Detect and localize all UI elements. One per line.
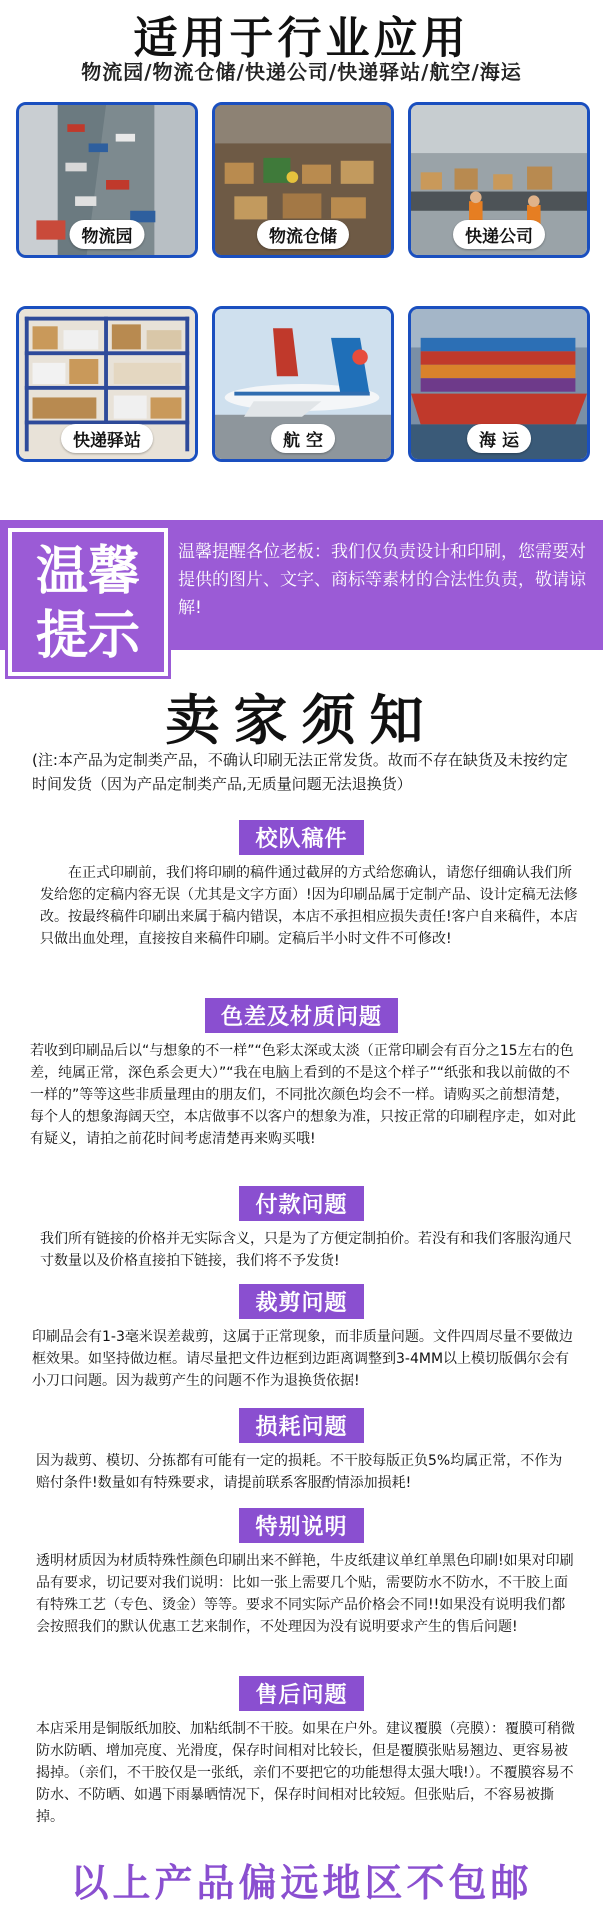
section-heading-wastage — [0, 1408, 603, 1443]
tile-label: 快递公司 — [453, 220, 545, 249]
notice-text: 温馨提醒各位老板：我们仅负责设计和印刷，您需要对提供的图片、文字、商标等素材的合法性负责，敬请谅解! — [178, 542, 586, 618]
notice-badge-line2: 提示 — [35, 606, 140, 666]
section-heading-special — [0, 1508, 603, 1543]
section-body-payment: 我们所有链接的价格并无实际含义，只是为了方便定制拍价。若没有和我们客服沟通尺寸数量以及价格直接拍下链接，我们将不予发货! — [40, 1231, 572, 1269]
industry-subtitle: 物流园/物流仓储/快递公司/快递驿站/航空/海运 — [81, 60, 522, 84]
section-body-special: 透明材质因为材质特殊性颜色印刷出来不鲜艳，牛皮纸建议单红单黑色印刷!如果对印刷品有要求，切记要对我们说明：比如一张上需要几个贴，需要防水不防水，不干胶上面有特殊工艺（专色、烫金）等等。要求不同实际产品价格会不同!!如果没有说明我们都会按照我们的默认优惠工艺来制作，不处理因为没有说明要求产生的售后问题! — [36, 1553, 574, 1635]
section-body-cutting: 印刷品会有1-3毫米误差裁剪，这属于正常现象，而非质量问题。文件四周尽量不要做边框效果。如坚持做边框。请尽量把文件边框到边距离调整到3-4MM以上模切版偶尔会有小刀口问题。因为裁剪产生的问题不作为退换货依据! — [32, 1329, 573, 1389]
section-heading-label: 售后问题 — [239, 1676, 363, 1711]
section-body-wastage: 因为裁剪、模切、分拣都有可能有一定的损耗。不干胶每版正负5%均属正常，不作为赔付条件!数量如有特殊要求，请提前联系客服酌情添加损耗! — [36, 1453, 563, 1491]
tile-express-station — [16, 306, 198, 462]
section-heading-proofing — [0, 820, 603, 855]
section-heading-label: 校队稿件 — [239, 820, 363, 855]
section-heading-label: 色差及材质问题 — [205, 998, 398, 1033]
notice-section — [0, 520, 603, 680]
tile-shipping — [408, 306, 590, 462]
footer-shipping-note: 以上产品偏远地区不包邮 — [70, 1861, 533, 1905]
seller-notice-title: 卖家须知 — [165, 689, 438, 752]
section-body-color: 若收到印刷品后以“与想象的不一样”“色彩太深或太淡（正常印刷会有百分之15左右的色差，纯属正常，深色系会更大）”“我在电脑上看到的不是这个样子”“纸张和我以前做的不一样的”等等这些非质量理由的朋友们，不同批次颜色均会不一样。请购买之前想清楚，每个人的想象海阔天空，本店做事不以客户的想象为准，只按正常的印刷程序走，如对此有疑义，请拍之前花时间考虑清楚再来购买哦! — [30, 1043, 576, 1147]
section-heading-cutting — [0, 1284, 603, 1319]
seller-intro: (注:本产品为定制类产品，不确认印刷无法正常发货。故而不存在缺货及未按约定时间发货（因为产品定制类产品,无质量问题无法退换货） — [32, 751, 568, 793]
section-heading-label: 付款问题 — [239, 1186, 363, 1221]
tile-warehouse — [212, 102, 394, 258]
tile-label: 航 空 — [271, 424, 335, 453]
tile-express-company — [408, 102, 590, 258]
tile-label: 海 运 — [467, 424, 531, 453]
section-heading-after-sales — [0, 1676, 603, 1711]
section-heading-label: 特别说明 — [239, 1508, 363, 1543]
page-title: 适用于行业应用 — [133, 13, 470, 64]
section-heading-label: 损耗问题 — [239, 1408, 363, 1443]
tile-logistics-park — [16, 102, 198, 258]
tile-label: 物流园 — [70, 220, 145, 249]
notice-badge-line1: 温馨 — [35, 542, 140, 602]
tile-label: 快递驿站 — [61, 424, 153, 453]
section-body-proofing: 在正式印刷前，我们将印刷的稿件通过截屏的方式给您确认，请您仔细确认我们所发给您的定稿内容无误（尤其是文字方面）!因为印刷品属于定制产品、设计定稿无法修改。按最终稿件印刷出来属于稿内错误，本店不承担相应损失责任!客户自来稿件，本店只做出血处理，直接按自来稿件印刷。定稿后半小时文件不可修改! — [40, 865, 578, 947]
section-heading-label: 裁剪问题 — [239, 1284, 363, 1319]
tile-label: 物流仓储 — [257, 220, 349, 249]
section-heading-color — [0, 998, 603, 1033]
tile-aviation — [212, 306, 394, 462]
notice-badge — [8, 528, 168, 676]
section-heading-payment — [0, 1186, 603, 1221]
section-body-after-sales: 本店采用是铜版纸加胶、加粘纸制不干胶。如果在户外。建议覆膜（亮膜）：覆膜可稍微防水防晒、增加亮度、光滑度，保存时间相对比较长，但是覆膜张贴易翘边、更容易被揭掉。（亲们，不干胶仅是一张纸，亲们不要把它的功能想得太强大哦!）。不覆膜容易不防水、不防晒、如遇下雨暴晒情况下，保存时间相对比较短。但张贴后，不容易被撕掉。 — [36, 1721, 575, 1825]
